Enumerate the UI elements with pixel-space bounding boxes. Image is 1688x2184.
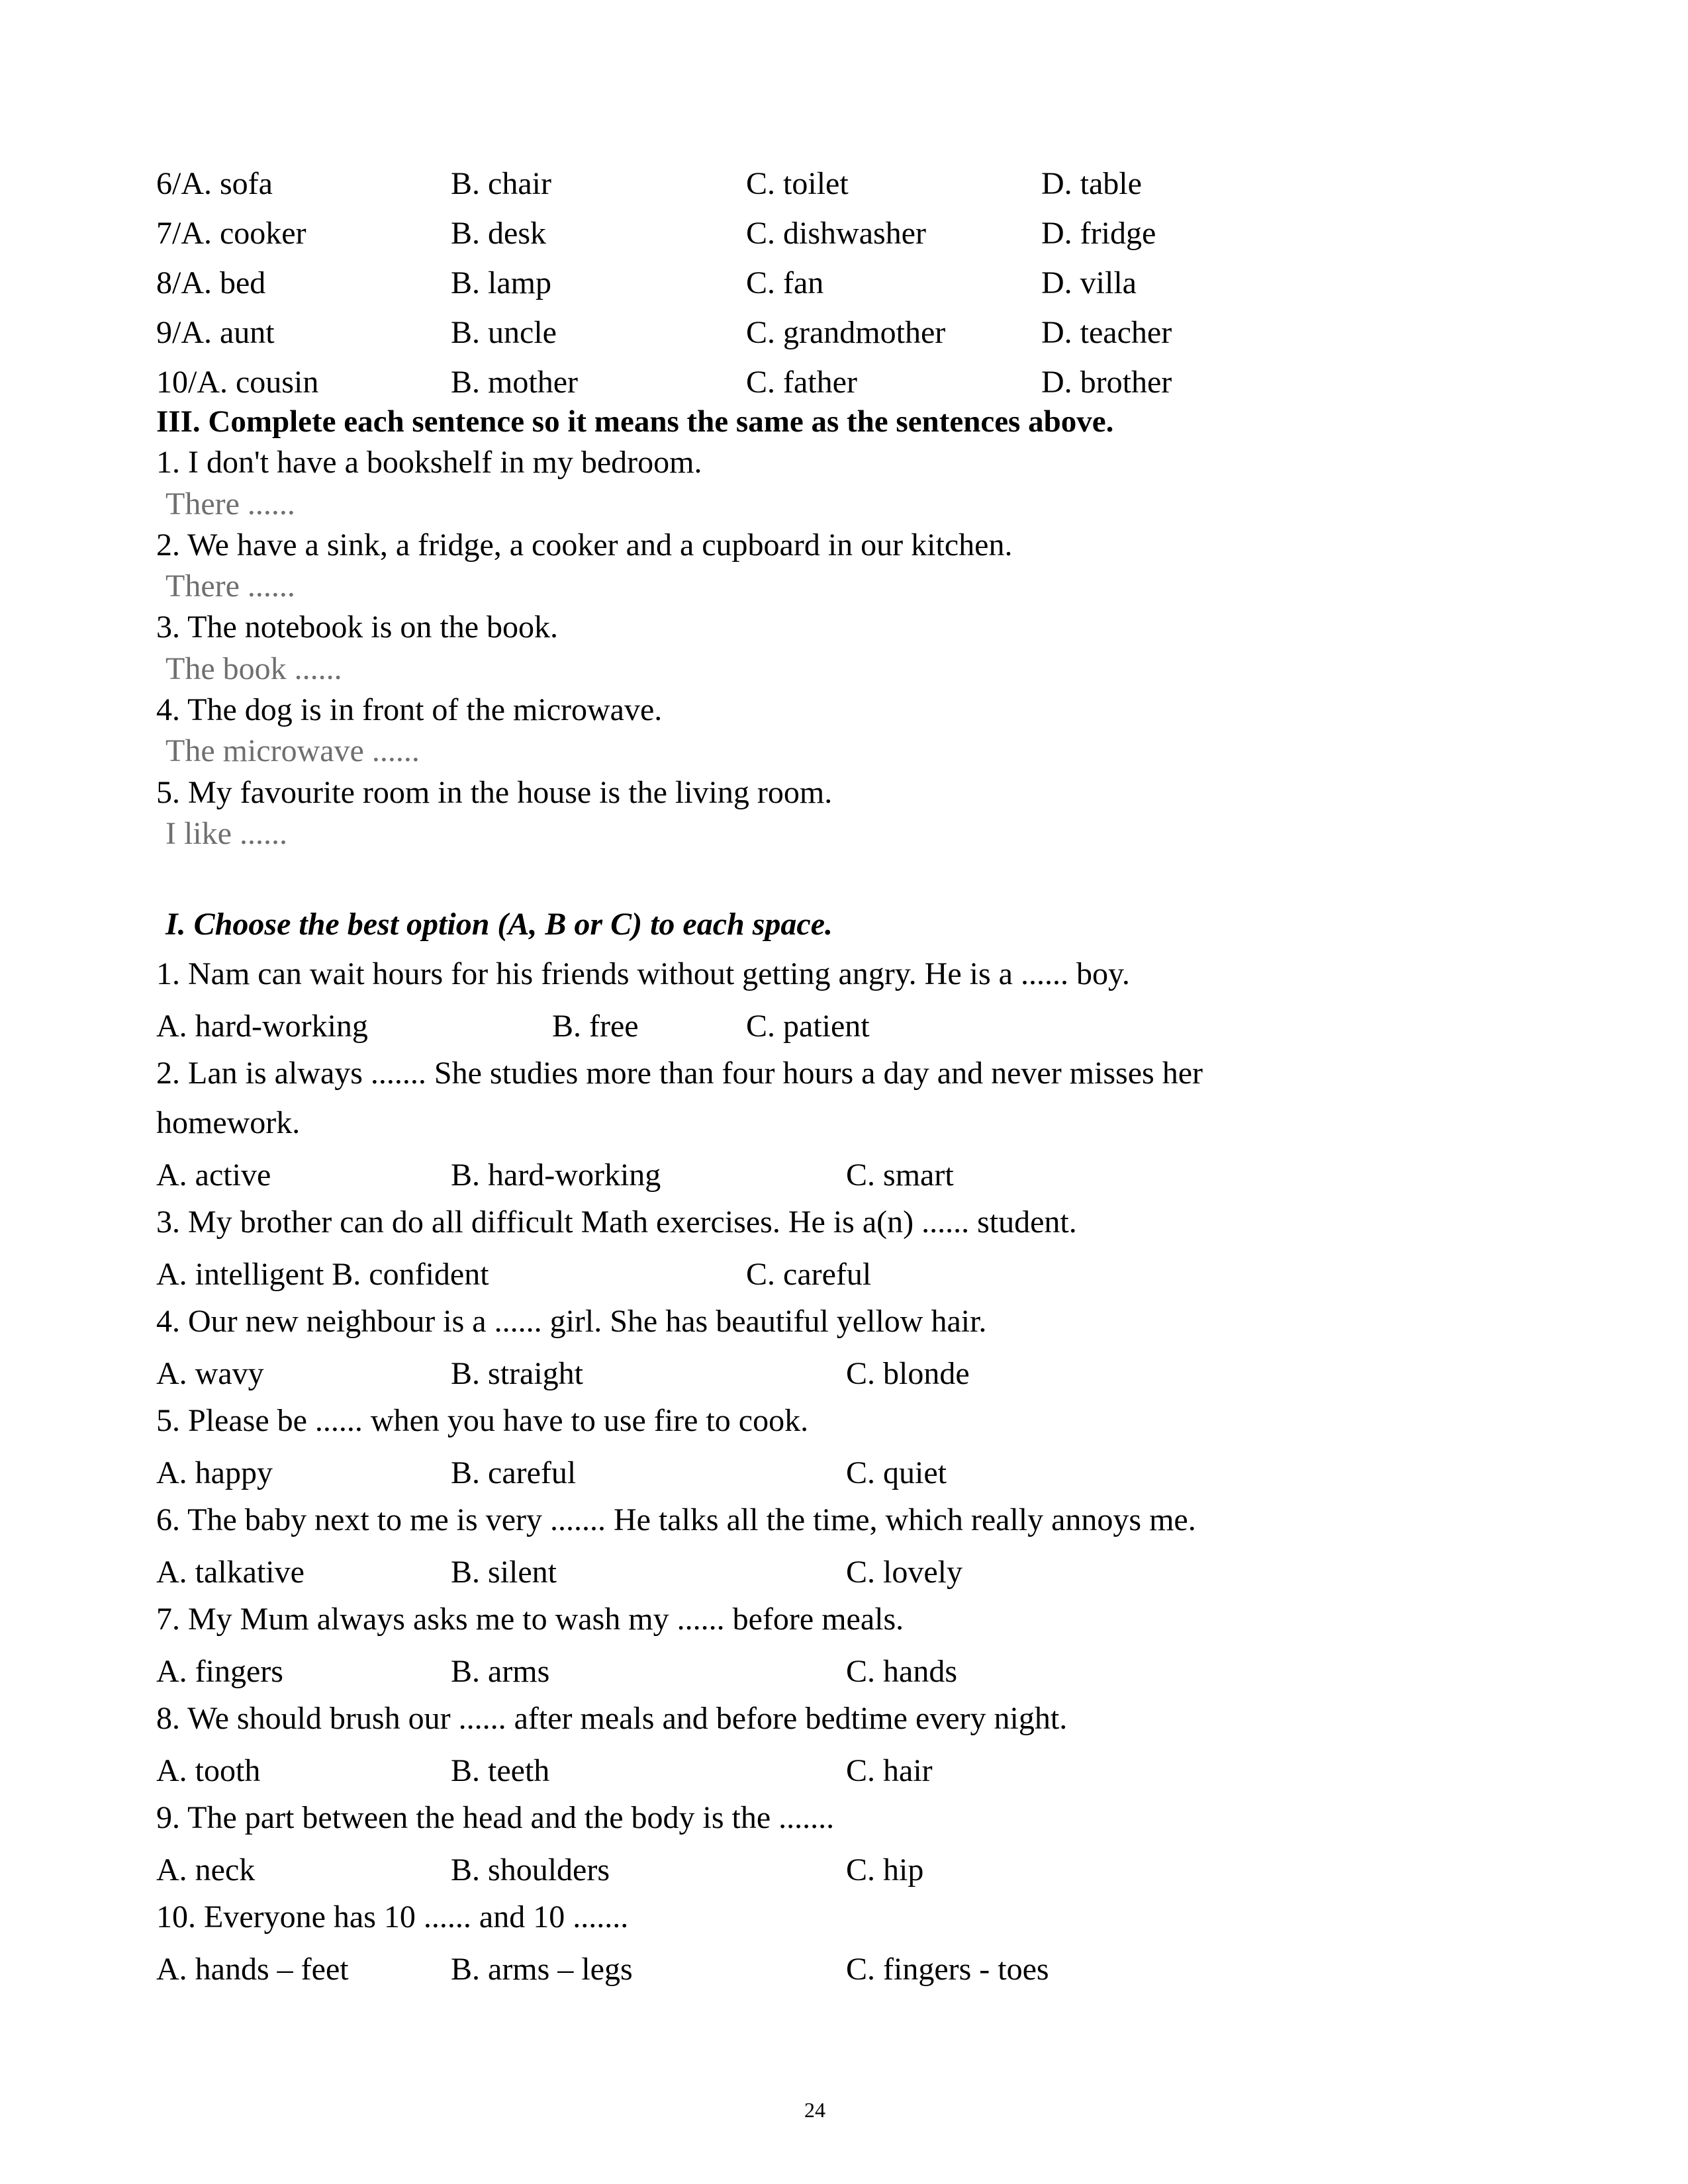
option-a: A. hard-working — [156, 1009, 368, 1044]
option-b: B. arms – legs — [451, 1952, 633, 1987]
option-a: A. talkative — [156, 1555, 305, 1590]
option-c: C. fan — [746, 265, 824, 300]
option-c: C. smart — [846, 1158, 954, 1193]
option-b: B. shoulders — [451, 1852, 610, 1888]
option-d: D. table — [1041, 166, 1142, 201]
option-c: C. hip — [846, 1852, 924, 1888]
option-a: 8/A. bed — [156, 265, 266, 300]
option-d: D. villa — [1041, 265, 1137, 300]
rewrite-prompt: There ...... — [165, 569, 295, 604]
sentence: 5. My favourite room in the house is the living room. — [156, 775, 833, 810]
option-b: B. hard-working — [451, 1158, 661, 1193]
question: 6. The baby next to me is very ....... He talks all the time, which really annoys me. — [156, 1502, 1196, 1537]
question: 7. My Mum always asks me to wash my ...... before meals. — [156, 1602, 904, 1637]
question: 10. Everyone has 10 ...... and 10 ....... — [156, 1899, 629, 1934]
sentence: 1. I don't have a bookshelf in my bedroom. — [156, 445, 702, 480]
option-a: A. tooth — [156, 1753, 261, 1788]
option-b: B. chair — [451, 166, 551, 201]
option-c: C. hair — [846, 1753, 933, 1788]
option-a: A. neck — [156, 1852, 256, 1888]
option-row — [156, 1951, 1215, 1991]
rewrite-prompt: The book ...... — [165, 651, 342, 686]
option-c: C. fingers - toes — [846, 1952, 1049, 1987]
option-d: D. teacher — [1041, 315, 1172, 350]
option-c: C. father — [746, 365, 857, 400]
option-row — [156, 1256, 1215, 1296]
option-row — [156, 215, 1215, 255]
option-b: B. silent — [451, 1555, 557, 1590]
option-row — [156, 1852, 1215, 1891]
option-row — [156, 165, 1215, 205]
option-row — [156, 1008, 1215, 1048]
option-a: A. hands – feet — [156, 1952, 349, 1987]
question: 2. Lan is always ....... She studies more than four hours a day and never misses her — [156, 1056, 1203, 1091]
option-d: D. brother — [1041, 365, 1172, 400]
option-row — [156, 364, 1215, 404]
option-a: 6/A. sofa — [156, 166, 273, 201]
option-c: C. patient — [746, 1009, 870, 1044]
option-a: A. happy — [156, 1455, 273, 1490]
option-d: D. fridge — [1041, 216, 1156, 251]
option-b: B. teeth — [451, 1753, 550, 1788]
question-continued: homework. — [156, 1105, 301, 1140]
option-c: C. toilet — [746, 166, 849, 201]
question: 9. The part between the head and the body is the ....... — [156, 1800, 835, 1835]
option-c: C. lovely — [846, 1555, 962, 1590]
page-number: 24 — [804, 2098, 825, 2122]
sentence: 2. We have a sink, a fridge, a cooker and a cupboard in our kitchen. — [156, 527, 1013, 563]
option-b: B. straight — [451, 1356, 583, 1391]
section-heading: I. Choose the best option (A, B or C) to each space. — [165, 907, 833, 942]
option-b: B. desk — [451, 216, 546, 251]
option-a: 10/A. cousin — [156, 365, 319, 400]
option-c: C. grandmother — [746, 315, 946, 350]
option-a: A. fingers — [156, 1654, 283, 1689]
option-b: B. uncle — [451, 315, 557, 350]
option-a: 7/A. cooker — [156, 216, 306, 251]
section-heading: III. Complete each sentence so it means the same as the sentences above. — [156, 404, 1114, 439]
sentence: 4. The dog is in front of the microwave. — [156, 692, 663, 727]
option-b: B. arms — [451, 1654, 550, 1689]
option-c: C. quiet — [846, 1455, 947, 1490]
rewrite-prompt: There ...... — [165, 486, 295, 522]
question: 5. Please be ...... when you have to use fire to cook. — [156, 1403, 809, 1438]
option-a: A. intelligent B. confident — [156, 1257, 489, 1292]
option-c: C. hands — [846, 1654, 957, 1689]
option-row — [156, 1455, 1215, 1494]
sentence: 3. The notebook is on the book. — [156, 610, 559, 645]
question: 1. Nam can wait hours for his friends without getting angry. He is a ...... boy. — [156, 956, 1130, 991]
question: 4. Our new neighbour is a ...... girl. She has beautiful yellow hair. — [156, 1304, 987, 1339]
option-row — [156, 1653, 1215, 1693]
option-c: C. blonde — [846, 1356, 970, 1391]
option-row — [156, 265, 1215, 304]
rewrite-prompt: I like ...... — [165, 816, 287, 851]
option-row — [156, 1752, 1215, 1792]
option-b: B. careful — [451, 1455, 577, 1490]
option-row — [156, 314, 1215, 354]
option-a: A. wavy — [156, 1356, 264, 1391]
option-b: B. mother — [451, 365, 578, 400]
question: 8. We should brush our ...... after meals and before bedtime every night. — [156, 1701, 1068, 1736]
option-row — [156, 1157, 1215, 1197]
option-c: C. careful — [746, 1257, 872, 1292]
rewrite-prompt: The microwave ...... — [165, 733, 420, 768]
option-row — [156, 1355, 1215, 1395]
option-c: C. dishwasher — [746, 216, 926, 251]
option-a: 9/A. aunt — [156, 315, 275, 350]
option-a: A. active — [156, 1158, 271, 1193]
option-row — [156, 1554, 1215, 1594]
question: 3. My brother can do all difficult Math exercises. He is a(n) ...... student. — [156, 1205, 1077, 1240]
option-b: B. free — [552, 1009, 639, 1044]
option-b: B. lamp — [451, 265, 551, 300]
